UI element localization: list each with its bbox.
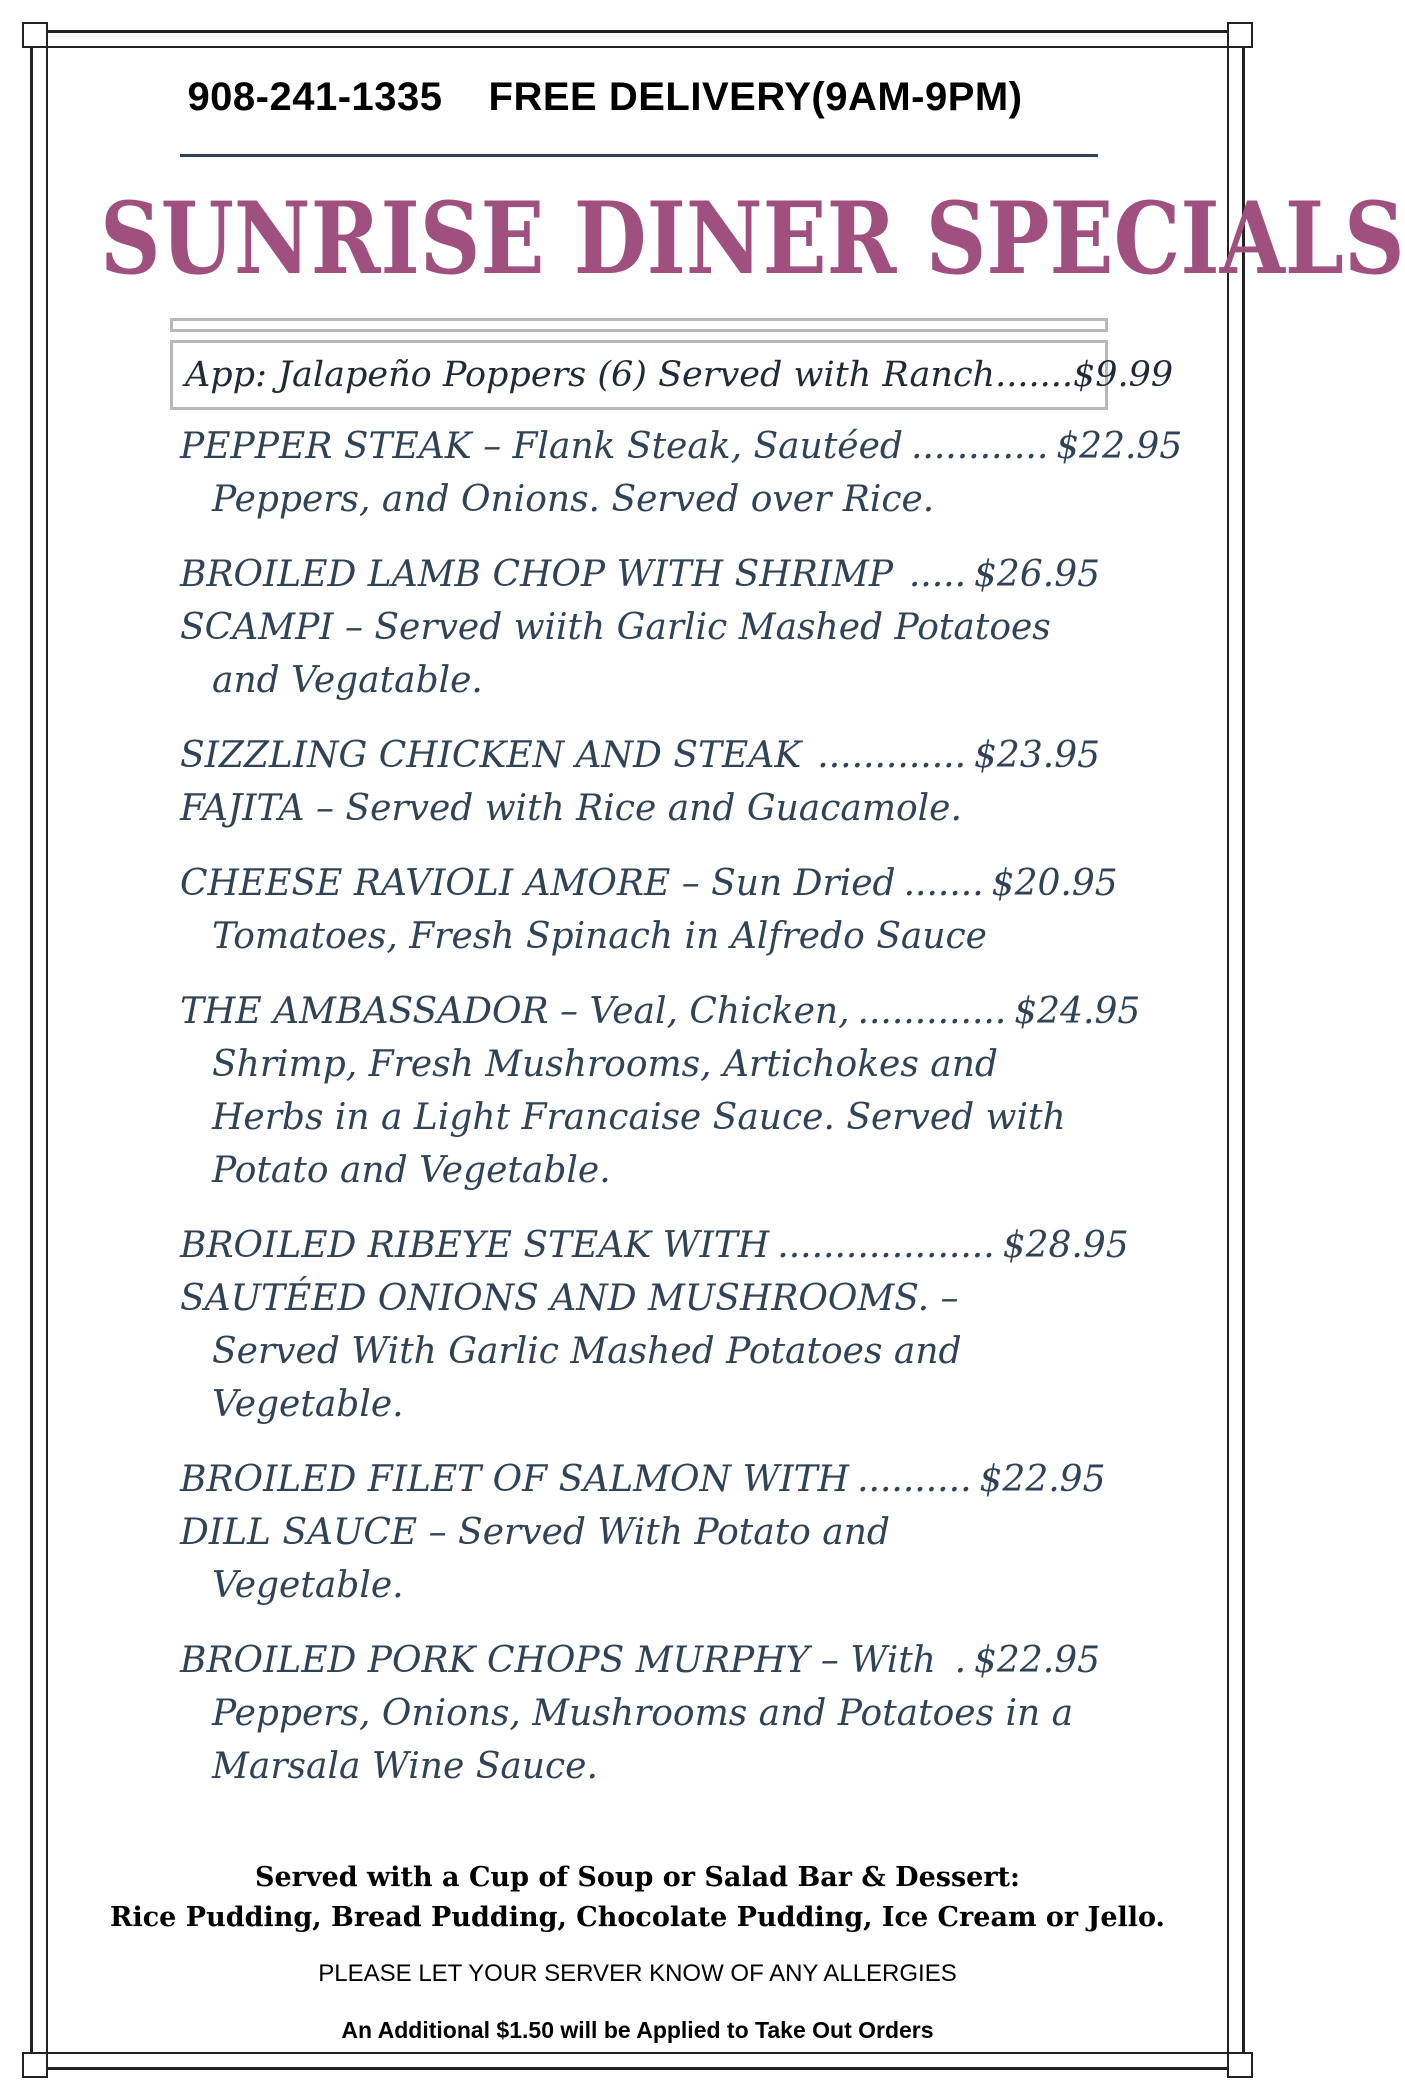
menu-item-headline xyxy=(180,420,1183,473)
dot-leader: . xyxy=(954,1640,967,1681)
menu-item-headline xyxy=(180,1453,1106,1506)
served-with-line2: Rice Pudding, Bread Pudding, Chocolate Pudding, Ice Cream or Jello. xyxy=(110,1902,1165,1933)
menu-item xyxy=(180,1453,1106,1612)
menu-item xyxy=(180,985,1141,1197)
menu-item xyxy=(180,729,1100,835)
corner-ornament xyxy=(22,2052,48,2078)
delivery-hours: FREE DELIVERY(9AM-9PM) xyxy=(488,75,1023,119)
menu-item-name: PEPPER STEAK – Flank Steak, Sautéed xyxy=(180,426,903,467)
dot-leader: ................... xyxy=(777,1225,995,1266)
menu-item-name: CHEESE RAVIOLI AMORE – Sun Dried xyxy=(180,863,896,904)
appetizer-box: App: Jalapeño Poppers (6) Served with Ranch.......$9.99 xyxy=(170,340,1108,410)
menu-item-description: Potato and Vegetable. xyxy=(212,1150,611,1191)
page-title: SUNRISE DINER SPECIALS xyxy=(100,180,1405,297)
menu-item-price: $24.95 xyxy=(1014,991,1141,1032)
menu-item-headline xyxy=(180,1219,1129,1272)
menu-item-description: Vegetable. xyxy=(212,1565,404,1606)
menu-item-name: BROILED FILET OF SALMON WITH xyxy=(180,1459,850,1500)
corner-ornament xyxy=(22,22,48,48)
dot-leader: ....... xyxy=(903,863,984,904)
header-rule xyxy=(180,154,1098,157)
menu-item-price: $20.95 xyxy=(991,863,1118,904)
menu-item-headline xyxy=(180,1634,1100,1687)
menu-item-headline xyxy=(180,985,1141,1038)
allergy-notice: PLEASE LET YOUR SERVER KNOW OF ANY ALLERGIES xyxy=(318,1960,957,1987)
menu-item-headline xyxy=(180,729,1100,782)
menu-item-name-cont: SAUTÉED ONIONS AND MUSHROOMS. – xyxy=(180,1278,959,1319)
served-with-line1: Served with a Cup of Soup or Salad Bar & Dessert: xyxy=(255,1862,1020,1893)
menu-item xyxy=(180,1219,1129,1431)
menu-item-price: $22.95 xyxy=(1056,426,1183,467)
menu-item-name: SIZZLING CHICKEN AND STEAK xyxy=(180,735,802,776)
corner-ornament xyxy=(1227,2052,1253,2078)
menu-item xyxy=(180,548,1100,707)
menu-item xyxy=(180,420,1183,526)
menu-item-price: $26.95 xyxy=(974,554,1100,595)
menu-item-headline xyxy=(180,548,1100,601)
contact-line xyxy=(105,75,1105,120)
menu-item-name: BROILED PORK CHOPS MURPHY – With xyxy=(180,1640,936,1681)
menu-item-description: Vegetable. xyxy=(212,1384,404,1425)
dot-leader: ..... xyxy=(908,554,967,595)
menu-item-price: $22.95 xyxy=(974,1640,1100,1681)
menu-item-headline xyxy=(180,857,1118,910)
dot-leader: .......... xyxy=(857,1459,972,1500)
menu-item-price: $23.95 xyxy=(974,735,1100,776)
decorative-bar xyxy=(170,318,1108,332)
menu-item-description: Peppers, Onions, Mushrooms and Potatoes in a xyxy=(212,1693,1074,1734)
menu-item xyxy=(180,1634,1100,1793)
menu-item-price: $22.95 xyxy=(979,1459,1106,1500)
menu-item-name-cont: SCAMPI – Served wiith Garlic Mashed Potatoes xyxy=(180,607,1051,648)
menu-item-description: Peppers, and Onions. Served over Rice. xyxy=(212,479,935,520)
menu-item-description: Shrimp, Fresh Mushrooms, Artichokes and xyxy=(212,1044,998,1085)
menu-item-name: BROILED LAMB CHOP WITH SHRIMP xyxy=(180,554,894,595)
served-with-note xyxy=(100,1858,1175,1938)
corner-ornament xyxy=(1227,22,1253,48)
menu-item-price: $28.95 xyxy=(1002,1225,1129,1266)
menu-item-name-cont: DILL SAUCE – Served With Potato and xyxy=(180,1512,890,1553)
menu-item-description: Tomatoes, Fresh Spinach in Alfredo Sauce xyxy=(212,916,987,957)
menu-item-description: and Vegatable. xyxy=(212,660,483,701)
dot-leader: ............ xyxy=(910,426,1049,467)
menu-item-name: BROILED RIBEYE STEAK WITH xyxy=(180,1225,770,1266)
specials-list xyxy=(180,420,1183,1815)
dot-leader: ............. xyxy=(817,735,967,776)
menu-item-name-cont: FAJITA – Served with Rice and Guacamole. xyxy=(180,788,962,829)
menu-item-description: Served With Garlic Mashed Potatoes and xyxy=(212,1331,962,1372)
menu-item-description: Herbs in a Light Francaise Sauce. Served with xyxy=(212,1097,1066,1138)
menu-item-description: Marsala Wine Sauce. xyxy=(212,1746,598,1787)
menu-item-name: THE AMBASSADOR – Veal, Chicken, xyxy=(180,991,850,1032)
menu-item xyxy=(180,857,1118,963)
takeout-notice: An Additional $1.50 will be Applied to Take Out Orders xyxy=(341,2017,934,2043)
phone-number: 908-241-1335 xyxy=(187,75,443,119)
dot-leader: ............. xyxy=(857,991,1007,1032)
